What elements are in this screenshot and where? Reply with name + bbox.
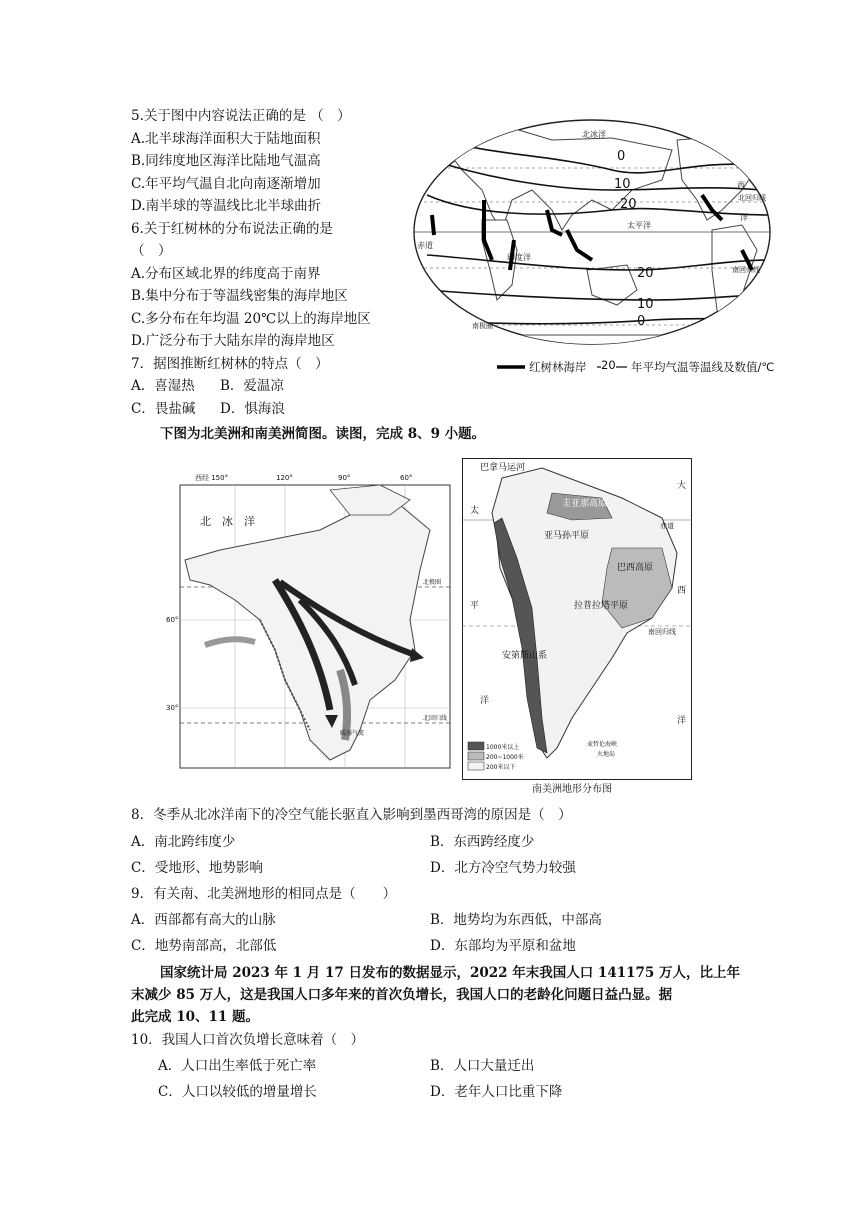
label-south-tropic: 南回归线 <box>732 266 760 274</box>
world-map-legend <box>497 358 787 376</box>
q9-option-c: C．地势南部高，北部低 <box>131 938 277 954</box>
q10-option-b: B．人口大量迁出 <box>430 1058 535 1074</box>
label-strait: 麦哲伦海峡 <box>587 741 618 748</box>
label-atlantic-top: 大 <box>677 481 687 491</box>
q5-option-d: D.南半球的等温线比北半球曲折 <box>131 198 322 214</box>
q6-option-a: A.分布区域北界的纬度高于南界 <box>131 266 321 282</box>
q8-option-a: A．南北跨纬度少 <box>131 834 236 850</box>
q9-stem: 9．有关南、北美洲地形的相同点是（ ） <box>131 886 397 902</box>
q9-option-d: D．东部均为平原和盆地 <box>430 938 576 954</box>
isotherm-10-north: 10 <box>614 177 631 192</box>
label-pacific-3: 洋 <box>480 696 490 706</box>
legend-mangrove: 红树林海岸 <box>529 360 587 374</box>
q8-option-c: C．受地形、地势影响 <box>131 860 263 876</box>
q7-stem: 7．据图推断红树林的特点（ ） <box>131 356 329 372</box>
q9-option-b: B．地势均为东西低，中部高 <box>430 912 602 928</box>
label-laplata: 拉普拉塔平原 <box>574 601 629 611</box>
q6-option-c: C.多分布在年均温 20℃以上的海岸地区 <box>131 311 371 327</box>
label-ocean-right: 洋 <box>677 716 687 726</box>
label-antarctic-circle: 南极圈 <box>472 322 493 330</box>
na-warm-air: 暖湿气流 <box>340 730 365 737</box>
q10-option-c: C．人口以较低的增量增长 <box>158 1084 317 1100</box>
q9-option-a: A．西部都有高大的山脉 <box>131 912 276 928</box>
q5-stem: 5.关于图中内容说法正确的是 （ ） <box>131 108 351 124</box>
label-amazon: 亚马孙平原 <box>544 531 590 541</box>
isotherm-20-north: 20 <box>620 197 637 212</box>
label-west: 西 <box>677 586 687 596</box>
legend-mid: 200~1000米 <box>486 754 524 761</box>
q6-option-b: B.集中分布于等温线密集的海岸地区 <box>131 288 348 304</box>
na-lon-150: 西经 150° <box>195 474 229 482</box>
south-america-map <box>462 458 692 780</box>
q6-stem: 6.关于红树林的分布说法正确的是 <box>131 221 333 237</box>
label-sa-south-tropic: 南回归线 <box>648 628 676 636</box>
label-panama: 巴拿马运河 <box>480 463 526 473</box>
label-indian-ocean: 印度洋 <box>507 253 531 262</box>
q6-option-d: D.广泛分布于大陆东岸的海岸地区 <box>131 333 335 349</box>
q8-option-b: B．东西跨经度少 <box>430 834 535 850</box>
q10-option-a: A．人口出生率低于死亡率 <box>158 1058 317 1074</box>
label-north-tropic: 北回归线 <box>738 194 766 202</box>
q8-option-d: D．北方冷空气势力较强 <box>430 860 576 876</box>
q10-option-d: D．老年人口比重下降 <box>430 1084 563 1100</box>
q10-stem: 10．我国人口首次负增长意味着（ ） <box>131 1032 365 1048</box>
label-andes: 安第斯山系 <box>502 651 548 661</box>
na-lon-60: 60° <box>400 474 413 482</box>
q5-option-a: A.北半球海洋面积大于陆地面积 <box>131 131 321 147</box>
legend-isotherm-sample: 20 <box>601 358 616 372</box>
q8-stem: 8．冬季从北冰洋南下的冷空气能长驱直入影响到墨西哥湾的原因是（ ） <box>131 807 572 823</box>
isotherm-20-south: 20 <box>637 266 654 281</box>
isotherm-0-south: 0 <box>637 314 646 329</box>
na-tropic: 北回归线 <box>423 715 448 722</box>
sa-map-caption: 南美洲地形分布图 <box>532 784 612 795</box>
label-brazil: 巴西高原 <box>617 563 654 573</box>
q5-option-b: B.同纬度地区海洋比陆地气温高 <box>131 153 321 169</box>
na-arctic-circle: 北极圈 <box>423 579 442 586</box>
na-lon-90: 90° <box>338 474 351 482</box>
na-lat-60: 60° <box>166 616 179 624</box>
label-west: 西 <box>737 181 745 190</box>
intro-10-11-line3: 此完成 10、11 题。 <box>131 1009 259 1025</box>
legend-mid-swatch <box>468 752 484 760</box>
label-pacific-2: 平 <box>470 601 480 611</box>
world-isotherm-map <box>412 120 787 380</box>
q7-option-d: D．惧海浪 <box>220 401 285 417</box>
label-pacific-1: 太 <box>470 506 480 516</box>
legend-low: 200米以下 <box>486 764 516 771</box>
label-fire-island: 火地岛 <box>597 751 616 758</box>
label-sa-equator: 赤道 <box>660 522 674 530</box>
label-guiana: 圭亚那高原 <box>562 499 608 509</box>
q6-stem-bracket: （ ） <box>131 243 172 259</box>
north-america-map <box>166 470 450 768</box>
na-arctic-ocean: 北 冰 洋 <box>200 515 255 528</box>
label-pacific: 太平洋 <box>627 221 651 230</box>
intro-10-11-line2: 末减少 85 万人，这是我国人口多年来的首次负增长，我国人口的老龄化问题日益凸显。据 <box>131 987 673 1003</box>
q7-option-a: A．喜湿热 <box>131 378 195 394</box>
legend-high: 1000米以上 <box>486 744 520 751</box>
legend-low-swatch <box>468 762 484 770</box>
label-arctic-ocean: 北冰洋 <box>582 130 606 139</box>
label-ocean: 洋 <box>740 213 748 222</box>
isotherm-10-south: 10 <box>637 297 654 312</box>
legend-isotherm: 年平均气温等温线及数值/℃ <box>631 360 775 374</box>
intro-10-11-line1: 国家统计局 2023 年 1 月 17 日发布的数据显示，2022 年末我国人口 141175 万人，比上年 <box>160 965 740 981</box>
label-equator: 赤道 <box>417 241 433 250</box>
intro-8-9: 下图为北美洲和南美洲简图。读图，完成 8、9 小题。 <box>160 426 486 442</box>
q5-option-c: C.年平均气温自北向南逐渐增加 <box>131 176 321 192</box>
na-lon-120: 120° <box>276 474 293 482</box>
q7-option-c: C．畏盐碱 <box>131 401 196 417</box>
isotherm-0-north: 0 <box>617 149 626 164</box>
q7-option-b: B．爱温凉 <box>220 378 284 394</box>
na-lat-30: 30° <box>166 704 179 712</box>
legend-high-swatch <box>468 742 484 750</box>
